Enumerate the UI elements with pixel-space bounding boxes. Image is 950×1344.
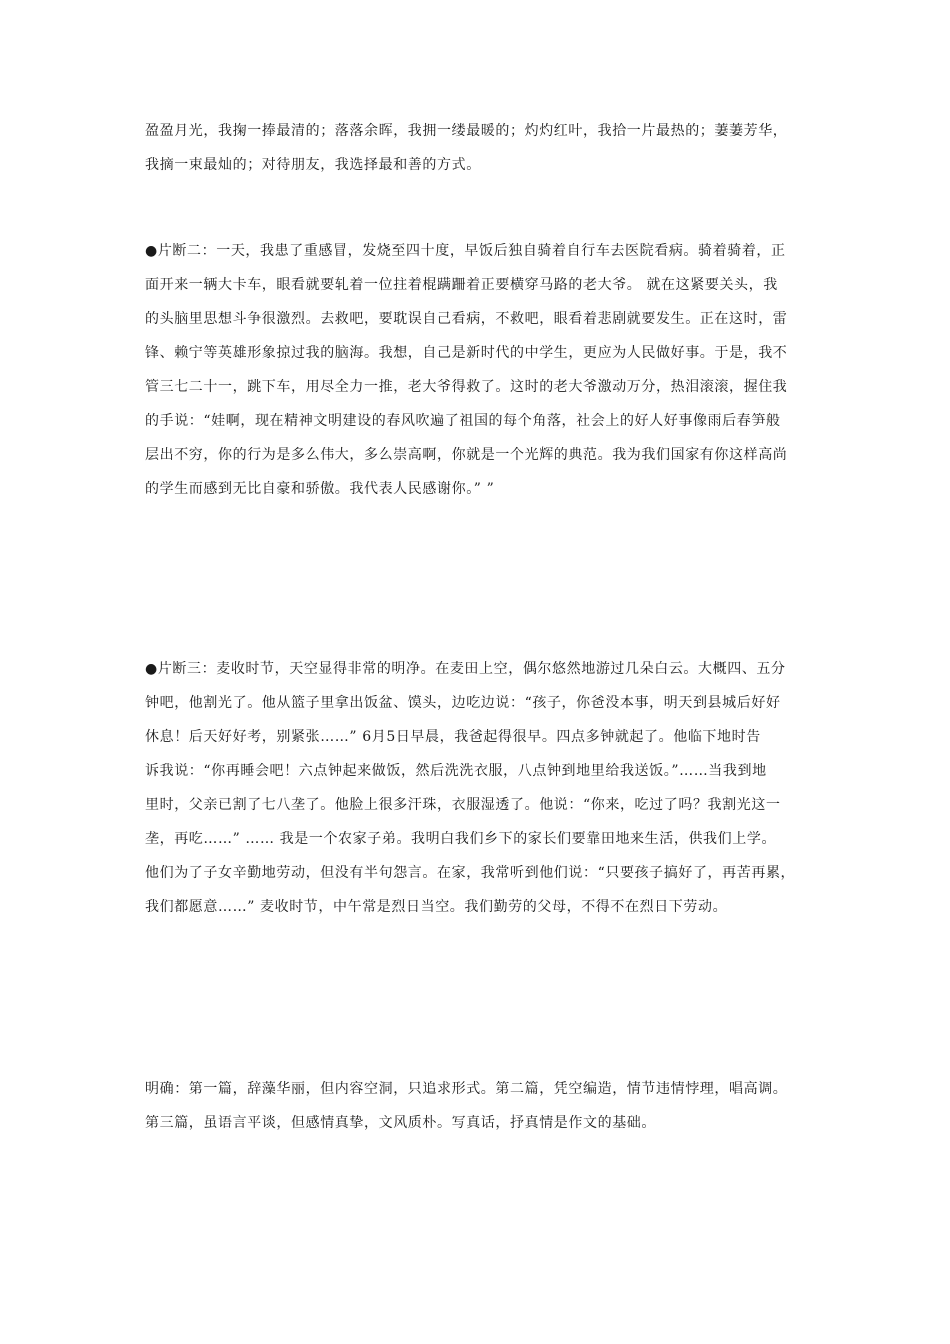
text-line: 明确：第一篇，辞藻华丽，但内容空洞，只追求形式。第二篇，凭空编造，情节违情悖理，唱高调。 (145, 1081, 788, 1097)
text-line: 盈盈月光，我掬一捧最清的；落落余晖，我拥一缕最暖的；灼灼红叶，我拾一片最热的；萋萋芳华， (145, 123, 788, 139)
text-line: 管三七二十一，跳下车，用尽全力一推，老大爷得救了。这时的老大爷激动万分，热泪滚滚，握住我 (145, 379, 788, 395)
text-line: 的手说：“娃啊，现在精神文明建设的春风吹遍了祖国的每个角落，社会上的好人好事像雨后春笋般 (145, 413, 781, 429)
text-line: 的学生而感到无比自豪和骄傲。我代表人民感谢你。” ” (145, 481, 495, 497)
text-line: 的头脑里思想斗争很激烈。去救吧，要耽误自己看病，不救吧，眼看着悲剧就要发生。正在这时，雷 (145, 311, 788, 327)
text-line: 他们为了子女辛勤地劳动，但没有半句怨言。在家，我常听到他们说：“只要孩子搞好了，再苦再累， (145, 865, 796, 881)
text-line: 钟吧，他割光了。他从篮子里拿出饭盆、馍头，边吃边说：“孩子，你爸没本事，明天到县城后好好 (145, 695, 781, 711)
text-line: 锋、赖宁等英雄形象掠过我的脑海。我想，自己是新时代的中学生，更应为人民做好事。于是，我不 (145, 345, 788, 361)
paragraph-fragment-three (145, 652, 817, 924)
paragraph-moonlight (145, 114, 817, 182)
text-line: ●片断二：一天，我患了重感冒，发烧至四十度，早饭后独自骑着自行车去医院看病。骑着骑着，正 (145, 243, 786, 259)
text-line: 垄，再吃……” …… 我是一个农家子弟。我明白我们乡下的家长们要靠田地来生活，供我们上学。 (145, 831, 777, 847)
text-line: 里时，父亲已割了七八垄了。他脸上很多汗珠，衣服湿透了。他说：“你来，吃过了吗？我割光这一 (145, 797, 781, 813)
text-line: 层出不穷，你的行为是多么伟大，多么崇高啊，你就是一个光辉的典范。我为我们国家有你这样高尚 (145, 447, 788, 463)
text-line: ●片断三：麦收时节，天空显得非常的明净。在麦田上空，偶尔悠然地游过几朵白云。大概四、五分 (145, 661, 786, 677)
text-line: 休息！后天好好考，别紧张……” 6月5日早晨，我爸起得很早。四点多钟就起了。他临下地时告 (145, 729, 761, 745)
paragraph-conclusion (145, 1072, 817, 1140)
text-line: 第三篇，虽语言平谈，但感情真挚，文风质朴。写真话，抒真情是作文的基础。 (145, 1115, 656, 1131)
text-line: 诉我说：“你再睡会吧！六点钟起来做饭，然后洗洗衣服，八点钟到地里给我送饭。”……当我到地 (145, 763, 767, 779)
text-line: 我们都愿意……” 麦收时节，中午常是烈日当空。我们勤劳的父母，不得不在烈日下劳动。 (145, 899, 728, 915)
paragraph-fragment-two (145, 234, 817, 506)
text-line: 面开来一辆大卡车，眼看就要轧着一位拄着棍蹒跚着正要横穿马路的老大爷。 就在这紧要关头，我 (145, 277, 778, 293)
text-line: 我摘一束最灿的；对待朋友，我选择最和善的方式。 (145, 157, 481, 173)
